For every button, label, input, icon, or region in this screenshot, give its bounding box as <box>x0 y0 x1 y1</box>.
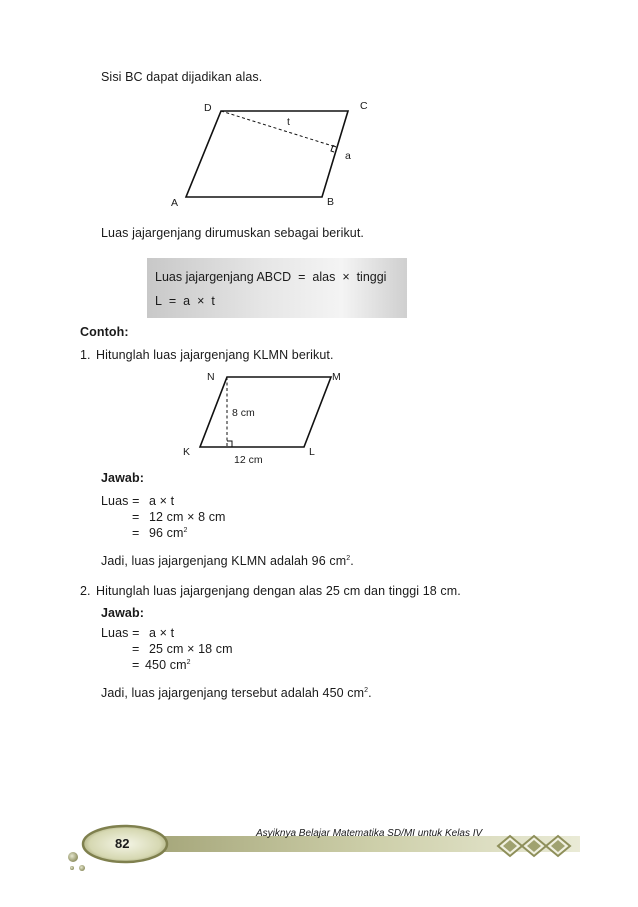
example1-number: 1. <box>80 348 91 362</box>
bubble-1 <box>68 852 78 862</box>
label-k: K <box>183 446 191 458</box>
example1-question: Hitunglah luas jajargenjang KLMN berikut. <box>96 348 334 362</box>
example2-conclusion: Jadi, luas jajargenjang tersebut adalah 450 $cm^2$. <box>101 686 372 700</box>
formula-intro-text: Luas jajargenjang dirumuskan sebagai berikut. <box>101 226 364 240</box>
label-l: L <box>309 446 315 458</box>
formula-line-1: Luas jajargenjang ABCD = alas × tinggi <box>155 270 387 284</box>
bubble-3 <box>70 866 74 870</box>
page-number: 82 <box>115 836 130 851</box>
example1-conclusion: Jadi, luas jajargenjang KLMN adalah 96 $cm^2$. <box>101 554 354 568</box>
label-d: D <box>204 102 212 114</box>
label-a: A <box>171 197 179 209</box>
example2-step2-eq: = <box>132 642 140 656</box>
example2-question: Hitunglah luas jajargenjang dengan alas 25 cm dan tinggi 18 cm. <box>96 584 461 598</box>
example2-step3-eq: = <box>132 658 140 672</box>
example2-jawab: Jawab: <box>101 606 144 620</box>
example1-step2-eq: = <box>132 510 140 524</box>
example1-step1-left: Luas = <box>101 494 140 508</box>
example2-step3-expr: 450 $cm^2$ <box>145 658 191 672</box>
label-m: M <box>332 371 341 383</box>
example1-step3-expr: 96 $cm^2$ <box>149 526 188 540</box>
example2-step1-expr: a × t <box>149 626 175 640</box>
example1-step3-eq: = <box>132 526 140 540</box>
example1-step1-expr: a × t <box>149 494 175 508</box>
example1-jawab: Jawab: <box>101 471 144 485</box>
example1-step2-expr: 12 cm × 8 cm <box>149 510 226 524</box>
formula-line-2: L = a × t <box>155 294 215 308</box>
contoh-heading: Contoh: <box>80 325 129 339</box>
example2-step1-left: Luas = <box>101 626 140 640</box>
example2-number: 2. <box>80 584 91 598</box>
label-n: N <box>207 371 215 383</box>
example2-step2-expr: 25 cm × 18 cm <box>149 642 233 656</box>
base-label: 12 cm <box>234 454 263 466</box>
label-b: B <box>327 196 335 208</box>
intro-text: Sisi BC dapat dijadikan alas. <box>101 70 263 84</box>
label-c: C <box>360 100 368 112</box>
book-title: Asyiknya Belajar Matematika SD/MI untuk Kelas IV <box>256 828 483 839</box>
label-side-a: a <box>345 150 351 162</box>
height-label: 8 cm <box>232 407 255 419</box>
label-t: t <box>287 116 290 128</box>
diamond-ornaments <box>498 836 570 856</box>
bubble-2 <box>79 865 85 871</box>
